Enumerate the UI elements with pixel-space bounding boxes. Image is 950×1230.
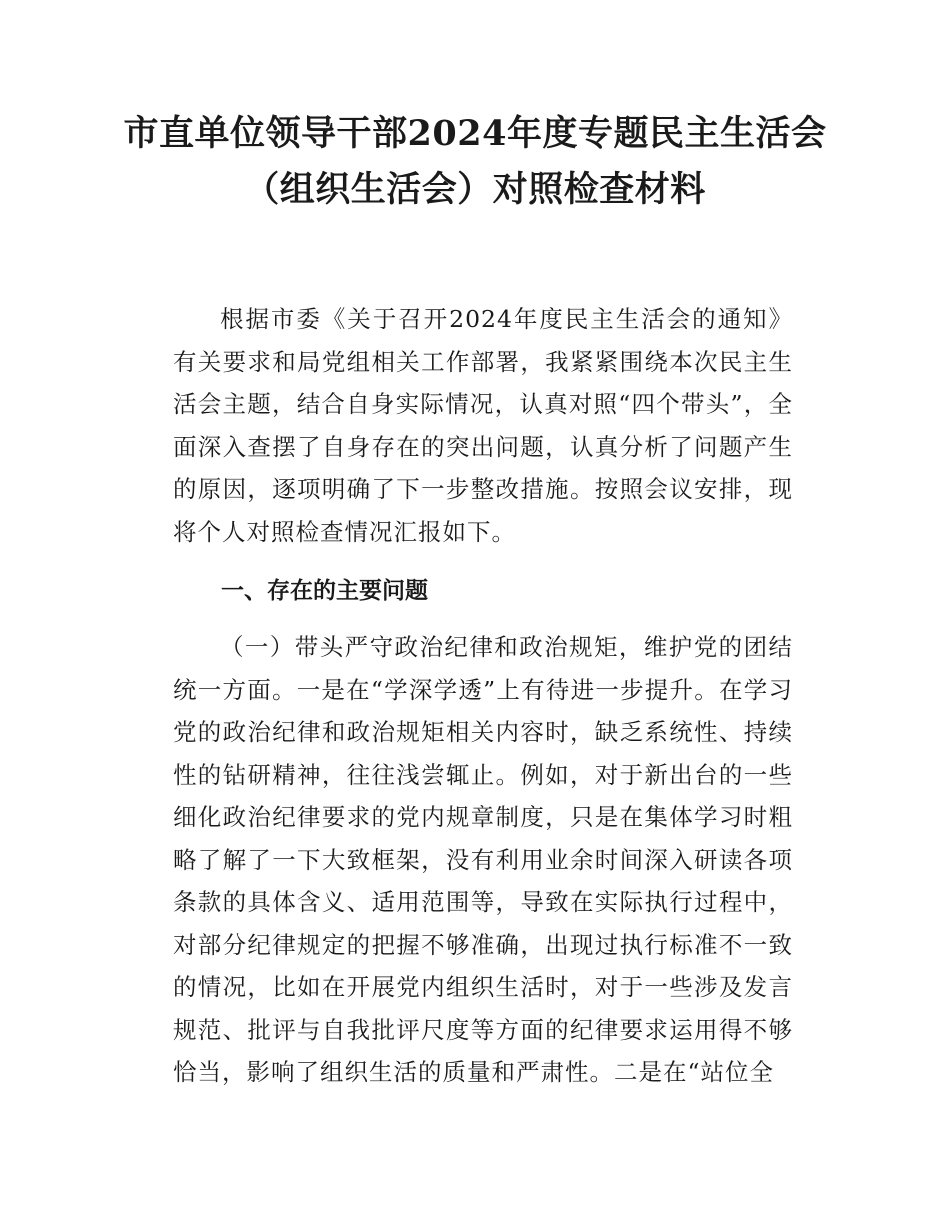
document-title-line-1: 市直单位领导干部2024年度专题民主生活会 <box>123 113 827 154</box>
document-title-line-2: （组织生活会）对照检查材料 <box>244 169 706 210</box>
section-heading: 一、存在的主要问题 <box>221 578 428 604</box>
intro-paragraph: 根据市委《关于召开2024年度民主生活会的通知》有关要求和局党组相关工作部署，我紧紧围绕本次民主生活会主题，结合自身实际情况，认真对照“四个带头”，全面深入查摆了自身存在的突出问题，认真分析了问题产生的原因，逐项明确了下一步整改措施。按照会议安排，现将个人对照检查情况汇报如下。 <box>173 305 793 546</box>
section-paragraph: （一）带头严守政治纪律和政治规矩，维护党的团结统一方面。一是在“学深学透”上有待进一步提升。在学习党的政治纪律和政治规矩相关内容时，缺乏系统性、持续性的钻研精神，往往浅尝辄止。例如，对于新出台的一些细化政治纪律要求的党内规章制度，只是在集体学习时粗略了解了一下大致框架，没有利用业余时间深入研读各项条款的具体含义、适用范围等，导致在实际执行过程中，对部分纪律规定的把握不够准确，出现过执行标准不一致的情况，比如在开展党内组织生活时，对于一些涉及发言规范、批评与自我批评尺度等方面的纪律要求运用得不够恰当，影响了组织生活的质量和严肃性。二是在“站位全 <box>173 633 793 1086</box>
